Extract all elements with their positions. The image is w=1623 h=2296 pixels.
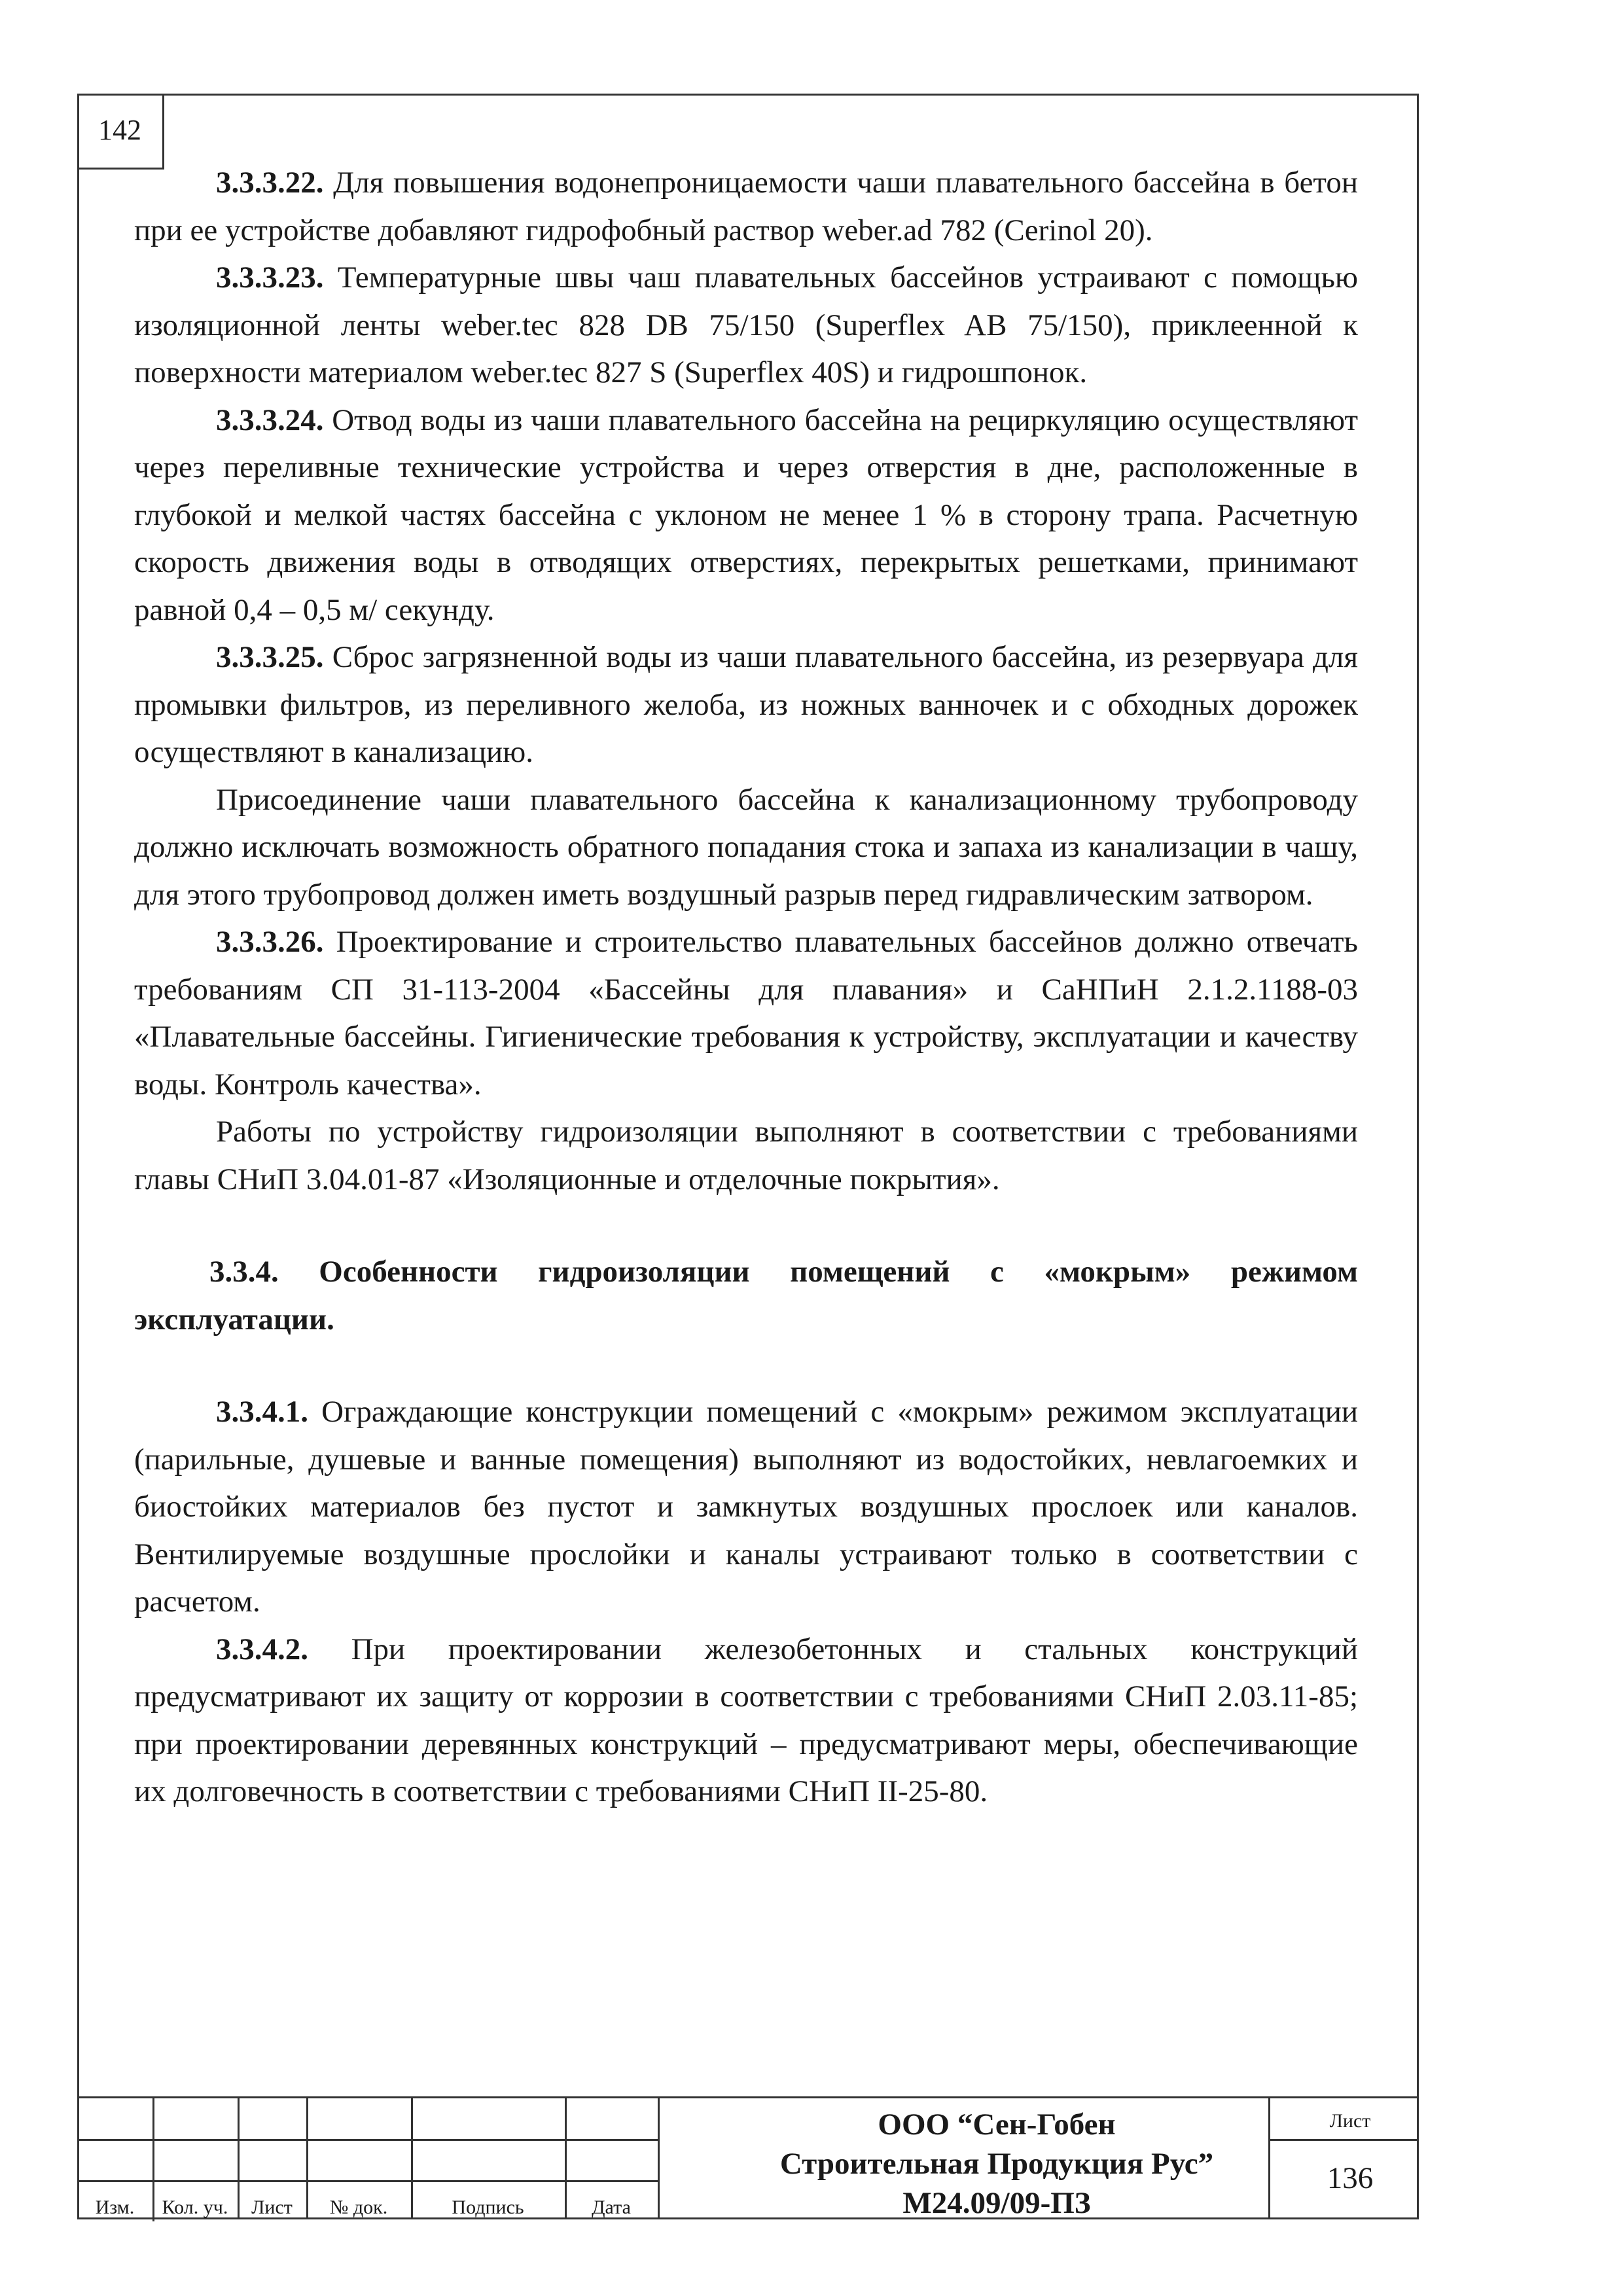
page-number-box: 142 [77,94,164,170]
sheet-number: 136 [1327,2161,1374,2195]
label-izm: Изм. [95,2197,135,2218]
paragraph-3-3-3-24: 3.3.3.24. Отвод воды из чаши плавательного бассейна на рециркуляцию осуществляют через переливные технические устройства и через отверстия в дне, расположенные в глубокой и мелкой частях бассейна с уклоном не менее 1 % в сторону трапа. Расчетную скорость движения воды в отводящих отверстиях, перекрытых решетками, принимают равной 0,4 – 0,5 м/ секунду. [134,403,1358,627]
label-signature: Подпись [452,2197,524,2218]
document-code: М24.09/09-ПЗ [902,2186,1091,2220]
document-body [134,159,1358,1816]
section-heading: 3.3.4. Особенности гидроизоляции помещений с «мокрым» режимом эксплуатации. [134,1255,1358,1336]
paragraph-3-3-4-2: 3.3.4.2. При проектировании железобетонных и стальных конструкций предусматривают их защиту от коррозии в соответствии с требованиями СНиП 2.03.11-85; при проектировании деревянных конструкций – предусматривают меры, обеспечивающие их долговечность в соответствии с требованиями СНиП II-25-80. [134,1632,1358,1808]
paragraph-3-3-4-1: 3.3.4.1. Ограждающие конструкции помещений с «мокрым» режимом эксплуатации (парильные, душевые и ванные помещения) выполняют из водостойких, невлагоемких и биостойких материалов без пустот и замкнутых воздушных прослоек или каналов. Вентилируемые воздушные прослойки и каналы устраивают только в соответствии с расчетом. [134,1395,1358,1619]
company-name: ООО “Сен-Гобен Строительная Продукция Рус” М24.09/09-ПЗ [666,2105,1327,2223]
sheet-label: Лист [1329,2110,1371,2132]
paragraph-3-3-3-26: 3.3.3.26. Проектирование и строительство плавательных бассейнов должно отвечать требованиям СП 31-113-2004 «Бассейны для плавания» и СаНПиН 2.1.2.1188-03 «Плавательные бассейны. Гигиенические требования к устройству, эксплуатации и качеству воды. Контроль качества». [134,925,1358,1102]
label-doc-number: № док. [329,2197,388,2218]
paragraph-works: Работы по устройству гидроизоляции выполняют в соответствии с требованиями главы СНиП 3.04.01-87 «Изоляционные и отделочные покрытия». [134,1115,1358,1196]
title-block [77,2096,1419,2219]
paragraph-connection: Присоединение чаши плавательного бассейна к канализационному трубопроводу должно исключать возможность обратного попадания стока и запаха из канализации в чашу, для этого трубопровод должен иметь воздушный разрыв перед гидравлическим затвором. [134,782,1358,912]
paragraph-3-3-3-23: 3.3.3.23. Температурные швы чаш плавательных бассейнов устраивают с помощью изоляционной ленты weber.tec 828 DB 75/150 (Superflex AB 75/150), приклеенной к поверхности материалом weber.tec 827 S (Superflex 40S) и гидрошпонок. [134,260,1358,389]
label-kol-uch: Кол. уч. [162,2197,228,2218]
paragraph-3-3-3-25: 3.3.3.25. Сброс загрязненной воды из чаши плавательного бассейна, из резервуара для промывки фильтров, из переливного желоба, из ножных ванночек и с обходных дорожек осуществляют в канализацию. [134,640,1358,769]
label-date: Дата [592,2197,631,2218]
paragraph-3-3-3-22: 3.3.3.22. Для повышения водонепроницаемости чаши плавательного бассейна в бетон при ее устройстве добавляют гидрофобный раствор weber.ad 782 (Cerinol 20). [134,166,1358,247]
label-list: Лист [251,2197,293,2218]
